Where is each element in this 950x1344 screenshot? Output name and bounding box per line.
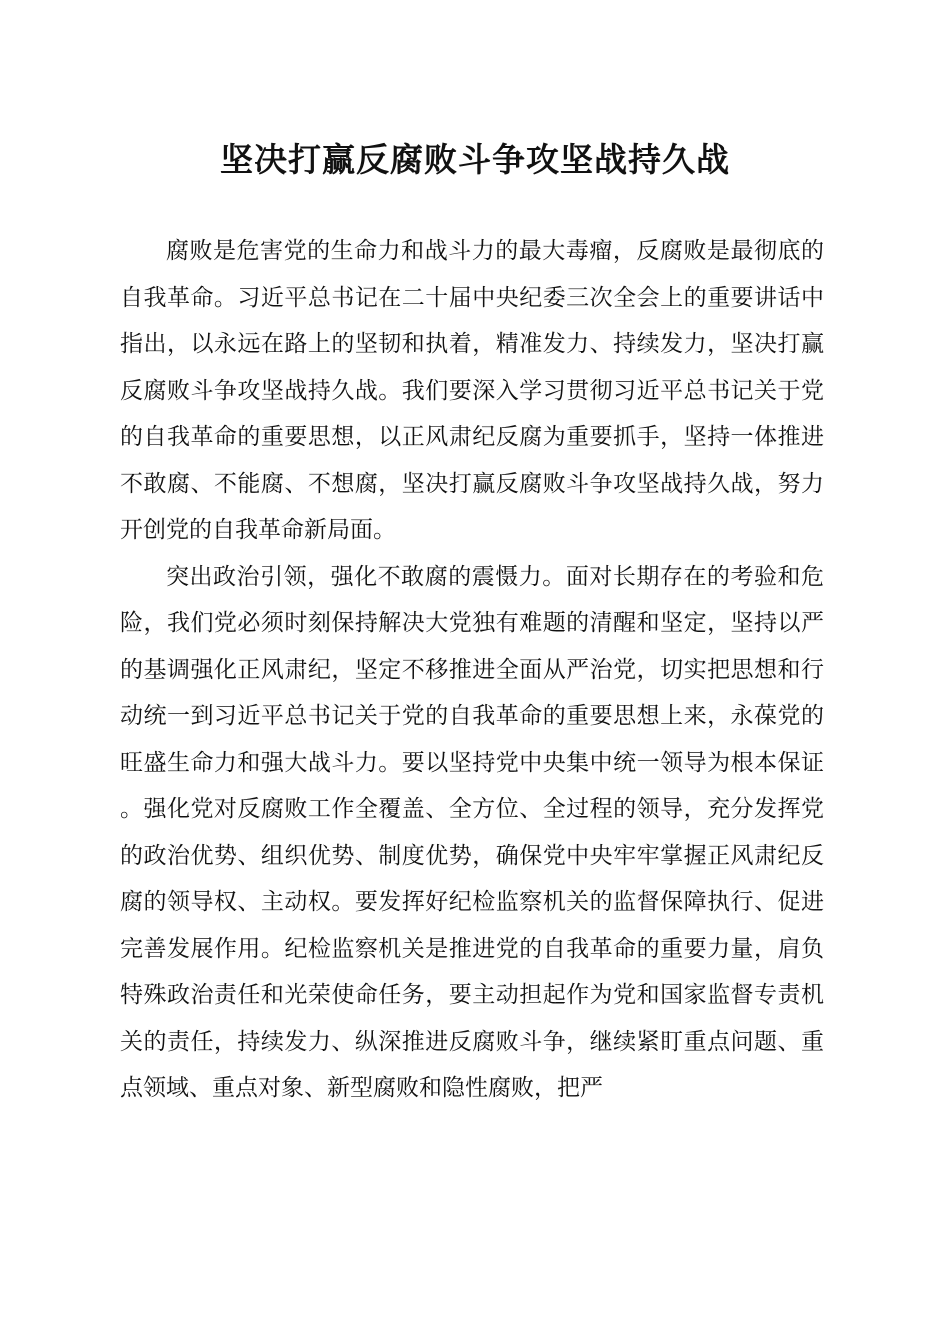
document-body xyxy=(120,228,824,1112)
paragraph-intro: 腐败是危害党的生命力和战斗力的最大毒瘤，反腐败是最彻底的自我革命。习近平总书记在二十届中央纪委三次全会上的重要讲话中指出，以永远在路上的坚韧和执着，精准发力、持续发力，坚决打赢反腐败斗争攻坚战持久战。我们要深入学习贯彻习近平总书记关于党的自我革命的重要思想，以正风肃纪反腐为重要抓手，坚持一体推进不敢腐、不能腐、不想腐，坚决打赢反腐败斗争攻坚战持久战，努力开创党的自我革命新局面。 xyxy=(120,238,824,543)
paragraph-political-leadership: 突出政治引领，强化不敢腐的震慑力。面对长期存在的考验和危险，我们党必须时刻保持解决大党独有难题的清醒和坚定，坚持以严的基调强化正风肃纪，坚定不移推进全面从严治党，切实把思想和行动统一到习近平总书记关于党的自我革命的重要思想上来，永葆党的旺盛生命力和强大战斗力。要以坚持党中央集中统一领导为根本保证。强化党对反腐败工作全覆盖、全方位、全过程的领导，充分发挥党的政治优势、组织优势、制度优势，确保党中央牢牢掌握正风肃纪反腐的领导权、主动权。要发挥好纪检监察机关的监督保障执行、促进完善发展作用。纪检监察机关是推进党的自我革命的重要力量，肩负特殊政治责任和光荣使命任务，要主动担起作为党和国家监督专责机关的责任，持续发力、纵深推进反腐败斗争，继续紧盯重点问题、重点领域、重点对象、新型腐败和隐性腐败，把严 xyxy=(120,563,824,1101)
document-title: 坚决打赢反腐败斗争攻坚战持久战 xyxy=(220,140,730,179)
